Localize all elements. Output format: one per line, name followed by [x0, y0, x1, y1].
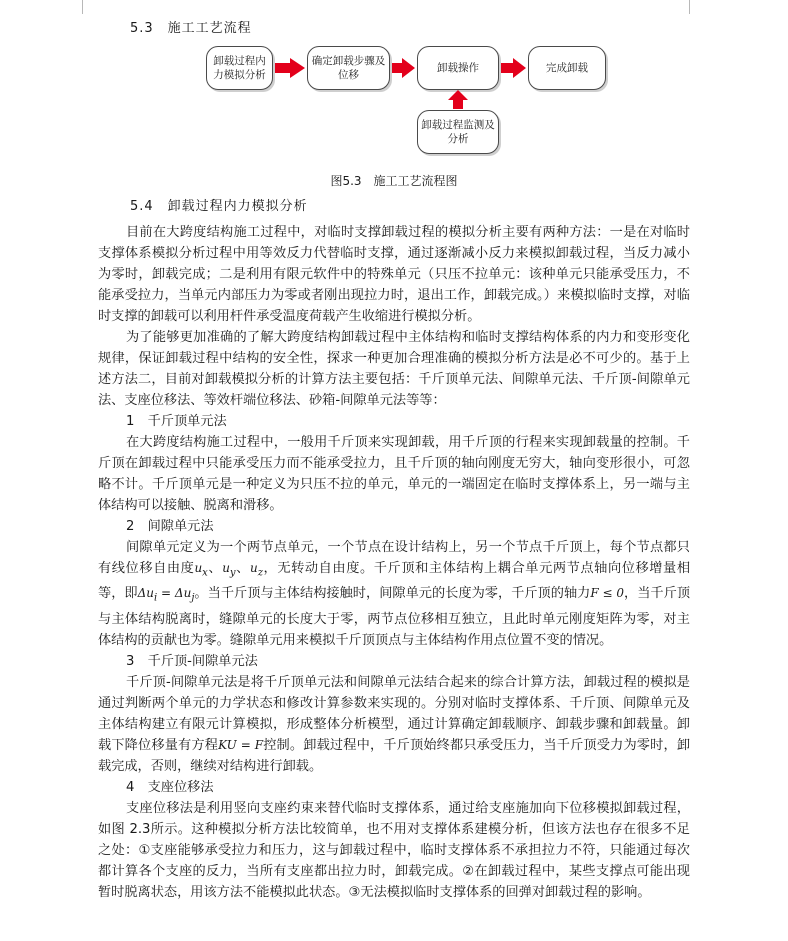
- paragraph-1: 目前在大跨度结构施工过程中，对临时支撑卸载过程的模拟分析主要有两种方法：一是在对临时支撑体系模拟分析过程中用等效反力代替临时支撑，通过逐渐减小反力来模拟卸载过程，当反力减小为零时，卸载完成；二是利用有限元软件中的特殊单元（只压不拉单元：该种单元只能承受压力，不能承受拉力，当单元内部压力为零或者刚出现拉力时，退出工作，卸载完成。）来模拟临时支撑，对临时支撑的卸载可以利用杆件承受温度荷载产生收缩进行模拟分析。: [98, 225, 690, 324]
- section-heading-5-3: 5.3 施工工艺流程: [130, 21, 252, 36]
- flowchart: [0, 38, 788, 158]
- flow-box-complete: 完成卸载: [528, 46, 606, 90]
- paragraph-2: 为了能够更加准确的了解大跨度结构卸载过程中主体结构和临时支撑结构体系的内力和变形变化规律，保证卸载过程中结构的安全性，探求一种更加合理准确的模拟分析方法是必不可少的。基于上述方法二，目前对卸载模拟分析的计算方法主要包括：千斤顶单元法、间隙单元法、千斤顶-间隙单元法、支座位移法、等效杆端位移法、砂箱-间隙单元法等等：: [98, 330, 690, 408]
- section-heading-5-4: 5.4 卸载过程内力模拟分析: [130, 199, 308, 214]
- math-ku-f: KU = F: [218, 737, 264, 752]
- flow-box-operation: 卸载操作: [417, 46, 499, 90]
- crop-mark-left: [82, 0, 83, 14]
- flow-box-simulation: 卸载过程内力模拟分析: [206, 46, 273, 90]
- paragraph-support-displacement: 支座位移法是利用竖向支座约束来替代临时支撑体系，通过给支座施加向下位移模拟卸载过程，如图 2.3所示。这种模拟分析方法比较简单，也不用对支撑体系建模分析，但该方法也存在很多不足之处：①支座能够承受拉力和压力，这与卸载过程中，临时支撑体系不承担拉力不符，只能通过每次都计算各个支座的反力，当所有支座都出拉力时，卸载完成。②在卸载过程中，某些支撑点可能出现暂时脱离状态，用该方法不能模拟此状态。③无法模拟临时支撑体系的回弹对卸载过程的影响。: [98, 800, 690, 900]
- math-ux: $u_x$: [194, 561, 208, 579]
- paragraph-jack-gap-element: 千斤顶-间隙单元法是将千斤顶单元法和间隙单元法结合起来的综合计算方法，卸载过程的模拟是通过判断两个单元的力学状态和修改计算参数来实现的。分别对临时支撑体系、千斤顶、间隙单元及主体结构建立有限元计算模拟，形成整体分析模型，通过计算确定卸载顺序、卸载步骤和卸载量。卸载下降位移量有方程KU = F控制。卸载过程中，千斤顶始终都只承受压力，当千斤顶受力为零时，卸载完成，否则，继续对结构进行卸载。: [98, 674, 691, 774]
- arrow-3: [501, 58, 526, 78]
- arrow-2: [392, 58, 415, 78]
- subheading-jack-gap-element: 3 千斤顶-间隙单元法: [126, 653, 258, 669]
- subheading-support-displacement: 4 支座位移法: [126, 779, 214, 795]
- figure-caption: 图5.3 施工工艺流程图: [330, 174, 458, 188]
- crop-mark-right: [689, 0, 690, 14]
- math-axial-force: F ≤ 0: [590, 586, 625, 601]
- flow-box-steps: 确定卸载步骤及位移: [307, 46, 390, 90]
- math-displacement-equal: $\Delta u_i = \Delta u_j$: [137, 586, 195, 604]
- subheading-jack-element: 1 千斤顶单元法: [126, 414, 227, 429]
- flow-arrows: [0, 38, 788, 158]
- arrow-up: [448, 90, 468, 109]
- math-uz: $u_z$: [249, 561, 263, 579]
- flow-box-monitoring: 卸载过程监测及分析: [417, 110, 499, 154]
- paragraph-gap-element: 间隙单元定义为一个两节点单元，一个节点在设计结构上，另一个节点千斤顶上，每个节点都只有线位移自由度$u_x$、$u_y$、$u_z$，无转动自由度。千斤顶和主体结构上耦合单元两节点轴向位移增量相等，即$\Delta u_i = \Delta u_j$。当千斤顶与主体结构接触时，间隙单元的长度为零，千斤顶的轴力F ≤ 0，当千斤顶与主体结构脱离时，缝隙单元的长度大于零，两节点位移相互独立，且此时单元刚度矩阵为零，对主体结构的贡献也为零。缝隙单元用来模拟千斤顶顶点与主体结构作用点位置不变的情况。: [98, 540, 691, 648]
- body-text: [98, 222, 690, 903]
- arrow-1: [275, 58, 305, 78]
- paragraph-jack-element: 在大跨度结构施工过程中，一般用千斤顶来实现卸载，用千斤顶的行程来实现卸载量的控制。千斤顶在卸载过程中只能承受压力而不能承受拉力，且千斤顶的轴向刚度无穷大，轴向变形很小，可忽略不计。千斤顶单元是一种定义为只压不拉的单元，单元的一端固定在临时支撑体系上，另一端与主体结构可以接触、脱离和滑移。: [98, 435, 690, 513]
- subheading-gap-element: 2 间隙单元法: [126, 519, 214, 534]
- math-uy: $u_y$: [222, 561, 236, 579]
